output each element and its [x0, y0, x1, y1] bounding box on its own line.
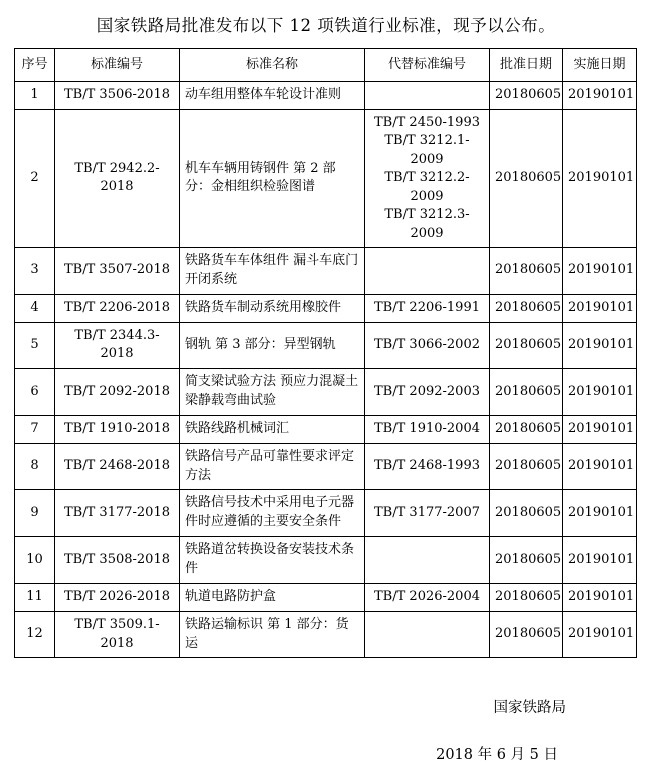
- table-header-row: [15, 49, 637, 82]
- replaced-code: TB/T 2206-1991: [374, 299, 480, 315]
- cell-standard-code: TB/T 2942.2-2018: [55, 109, 180, 247]
- cell-standard-code: TB/T 3506-2018: [55, 82, 180, 110]
- cell-implementation-date: 20190101: [563, 611, 637, 658]
- cell-replaced-codes: [365, 369, 490, 416]
- cell-approval-date: 20180605: [490, 369, 563, 416]
- cell-standard-name: 铁路货车车体组件 漏斗车底门开闭系统: [180, 248, 365, 295]
- document-footer: [14, 696, 638, 764]
- cell-standard-name: 铁路货车制动系统用橡胶件: [180, 294, 365, 322]
- replaced-code: TB/T 3212.1-2009: [384, 133, 470, 167]
- cell-approval-date: 20180605: [490, 611, 563, 658]
- replaced-code: TB/T 1910-2004: [374, 421, 480, 437]
- cell-implementation-date: 20190101: [563, 294, 637, 322]
- replaced-code: TB/T 3177-2007: [374, 505, 480, 521]
- cell-implementation-date: 20190101: [563, 369, 637, 416]
- cell-standard-name: 轨道电路防护盒: [180, 583, 365, 611]
- cell-approval-date: 20180605: [490, 443, 563, 490]
- cell-replaced-codes: [365, 583, 490, 611]
- cell-replaced-codes: [365, 611, 490, 658]
- table-row: [15, 248, 637, 295]
- cell-approval-date: 20180605: [490, 294, 563, 322]
- issue-date: 2018 年 6 月 5 日: [436, 747, 558, 764]
- cell-serial-number: 1: [15, 82, 55, 110]
- table-row: [15, 443, 637, 490]
- cell-implementation-date: 20190101: [563, 537, 637, 584]
- cell-replaced-codes: [365, 443, 490, 490]
- table-row: [15, 611, 637, 658]
- cell-standard-name: 铁路信号技术中采用电子元器件时应遵循的主要安全条件: [180, 490, 365, 537]
- table-body: [15, 82, 637, 658]
- cell-standard-code: TB/T 3508-2018: [55, 537, 180, 584]
- issuing-organization: 国家铁路局: [493, 700, 566, 717]
- cell-implementation-date: 20190101: [563, 490, 637, 537]
- cell-standard-code: TB/T 3177-2018: [55, 490, 180, 537]
- cell-implementation-date: 20190101: [563, 415, 637, 443]
- cell-standard-code: TB/T 3507-2018: [55, 248, 180, 295]
- table-row: [15, 322, 637, 369]
- cell-replaced-codes: [365, 415, 490, 443]
- cell-standard-name: 简支梁试验方法 预应力混凝土梁静载弯曲试验: [180, 369, 365, 416]
- cell-standard-code: TB/T 3509.1-2018: [55, 611, 180, 658]
- cell-approval-date: 20180605: [490, 82, 563, 110]
- column-header-implemented: 实施日期: [563, 49, 637, 82]
- standards-table: [14, 48, 637, 658]
- cell-serial-number: 12: [15, 611, 55, 658]
- cell-approval-date: 20180605: [490, 322, 563, 369]
- table-row: [15, 369, 637, 416]
- cell-standard-name: 机车车辆用铸钢件 第 2 部分：金相组织检验图谱: [180, 109, 365, 247]
- table-row: [15, 583, 637, 611]
- table-row: [15, 109, 637, 247]
- cell-serial-number: 9: [15, 490, 55, 537]
- cell-serial-number: 7: [15, 415, 55, 443]
- cell-serial-number: 5: [15, 322, 55, 369]
- cell-approval-date: 20180605: [490, 109, 563, 247]
- cell-standard-name: 钢轨 第 3 部分：异型钢轨: [180, 322, 365, 369]
- cell-standard-name: 铁路运输标识 第 1 部分：货运: [180, 611, 365, 658]
- cell-replaced-codes: [365, 248, 490, 295]
- cell-replaced-codes: [365, 109, 490, 247]
- cell-replaced-codes: [365, 490, 490, 537]
- cell-implementation-date: 20190101: [563, 583, 637, 611]
- column-header-no: 序号: [15, 49, 55, 82]
- table-row: [15, 537, 637, 584]
- cell-implementation-date: 20190101: [563, 443, 637, 490]
- column-header-code: 标准编号: [55, 49, 180, 82]
- table-row: [15, 490, 637, 537]
- cell-serial-number: 4: [15, 294, 55, 322]
- cell-serial-number: 8: [15, 443, 55, 490]
- page-title: 国家铁路局批准发布以下 12 项铁道行业标准，现予以公布。: [96, 16, 556, 35]
- replaced-code: TB/T 2468-1993: [374, 458, 480, 474]
- cell-standard-code: TB/T 1910-2018: [55, 415, 180, 443]
- cell-standard-code: TB/T 2206-2018: [55, 294, 180, 322]
- cell-approval-date: 20180605: [490, 537, 563, 584]
- cell-replaced-codes: [365, 322, 490, 369]
- cell-standard-name: 铁路线路机械词汇: [180, 415, 365, 443]
- cell-approval-date: 20180605: [490, 583, 563, 611]
- replaced-code: TB/T 2092-2003: [374, 383, 480, 399]
- table-row: [15, 294, 637, 322]
- replaced-code: TB/T 3212.2-2009: [384, 170, 470, 204]
- cell-standard-code: TB/T 2092-2018: [55, 369, 180, 416]
- cell-standard-code: TB/T 2026-2018: [55, 583, 180, 611]
- cell-serial-number: 10: [15, 537, 55, 584]
- cell-approval-date: 20180605: [490, 490, 563, 537]
- replaced-code: TB/T 3066-2002: [374, 337, 480, 353]
- cell-standard-name: 铁路道岔转换设备安装技术条件: [180, 537, 365, 584]
- column-header-approved: 批准日期: [490, 49, 563, 82]
- table-row: [15, 82, 637, 110]
- cell-standard-code: TB/T 2344.3-2018: [55, 322, 180, 369]
- table-row: [15, 415, 637, 443]
- replaced-code: TB/T 2026-2004: [374, 589, 480, 605]
- cell-implementation-date: 20190101: [563, 322, 637, 369]
- cell-approval-date: 20180605: [490, 415, 563, 443]
- cell-implementation-date: 20190101: [563, 82, 637, 110]
- column-header-replaced: 代替标准编号: [365, 49, 490, 82]
- cell-standard-name: 铁路信号产品可靠性要求评定方法: [180, 443, 365, 490]
- cell-serial-number: 6: [15, 369, 55, 416]
- replaced-code: TB/T 2450-1993: [374, 114, 480, 130]
- cell-standard-name: 动车组用整体车轮设计准则: [180, 82, 365, 110]
- cell-serial-number: 2: [15, 109, 55, 247]
- cell-serial-number: 3: [15, 248, 55, 295]
- cell-standard-code: TB/T 2468-2018: [55, 443, 180, 490]
- cell-approval-date: 20180605: [490, 248, 563, 295]
- cell-implementation-date: 20190101: [563, 109, 637, 247]
- cell-replaced-codes: [365, 537, 490, 584]
- cell-implementation-date: 20190101: [563, 248, 637, 295]
- cell-serial-number: 11: [15, 583, 55, 611]
- column-header-name: 标准名称: [180, 49, 365, 82]
- cell-replaced-codes: [365, 82, 490, 110]
- replaced-code: TB/T 3212.3-2009: [384, 207, 470, 241]
- cell-replaced-codes: [365, 294, 490, 322]
